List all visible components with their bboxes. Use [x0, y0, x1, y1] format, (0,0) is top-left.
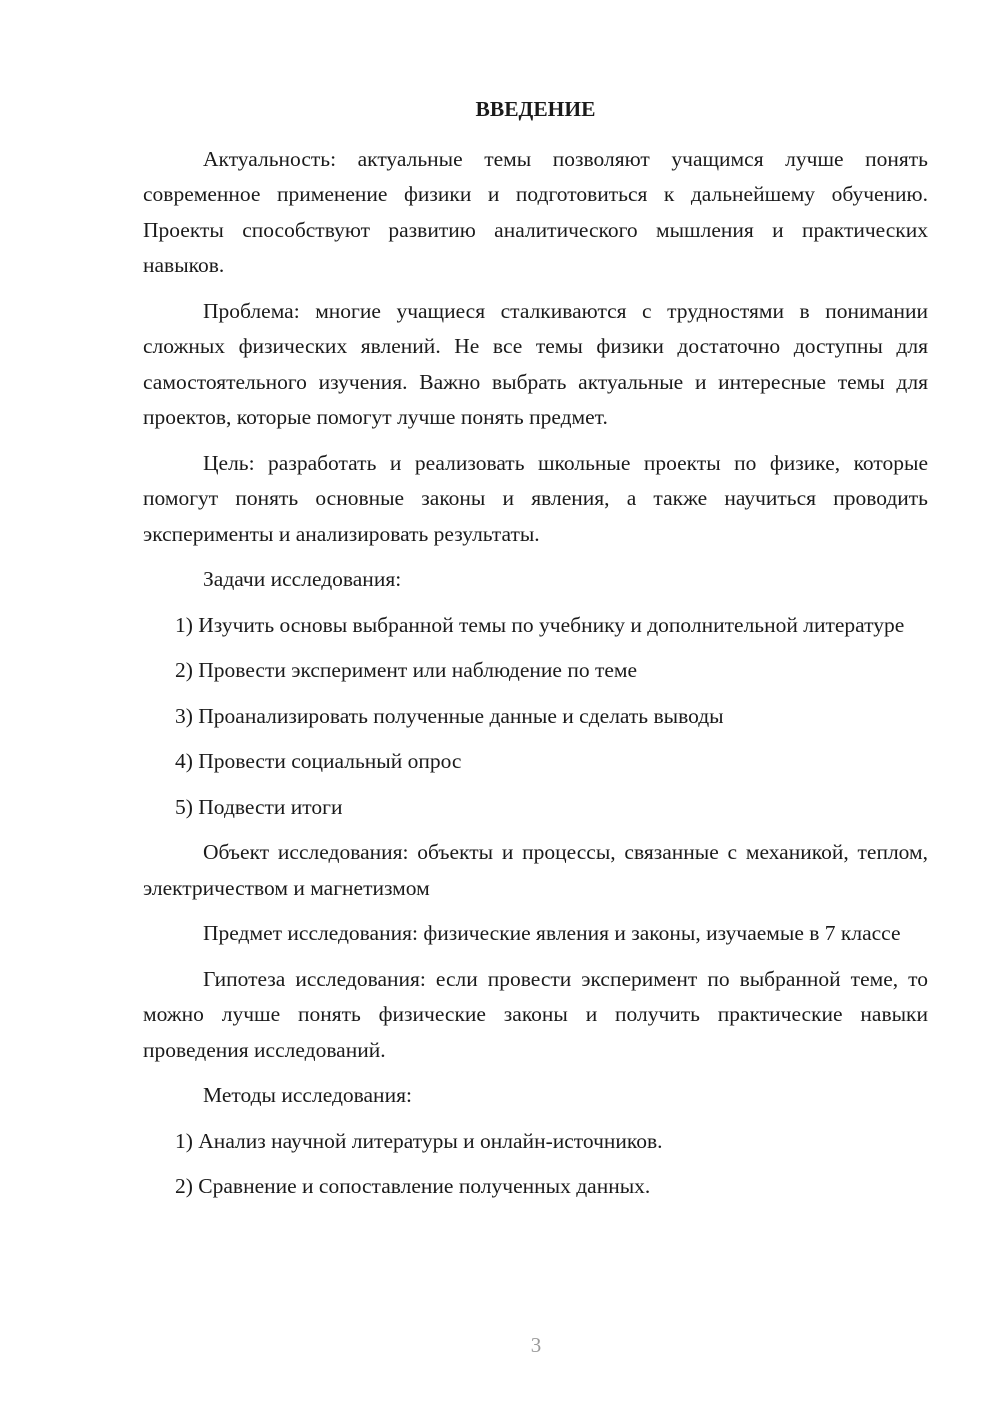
goal-paragraph: Цель: разработать и реализовать школьные проекты по физике, которые помогут понять основные законы и явления, а также научиться проводить эксперименты и анализировать результаты.: [143, 450, 928, 546]
hypothesis-paragraph: Гипотеза исследования: если провести эксперимент по выбранной теме, то можно лучше понять физические законы и получить практические навыки проведения исследований.: [143, 966, 928, 1062]
page-number: 3: [530, 1333, 542, 1357]
task-item-5: 5) Подвести итоги: [175, 794, 343, 819]
document-page: [143, 92, 928, 1215]
methods-title: Методы исследования:: [203, 1083, 412, 1107]
relevance-paragraph: Актуальность: актуальные темы позволяют учащимся лучше понять современное применение физики и подготовиться к дальнейшему обучению. Проекты способствуют развитию аналитического мышления и практических навыков.: [143, 146, 928, 277]
method-item-2: 2) Сравнение и сопоставление полученных данных.: [175, 1174, 651, 1198]
task-item-2: 2) Провести эксперимент или наблюдение по теме: [175, 658, 638, 682]
tasks-title: Задачи исследования:: [203, 567, 402, 591]
page-heading: ВВЕДЕНИЕ: [475, 97, 596, 121]
task-item-4: 4) Провести социальный опрос: [175, 749, 462, 773]
task-item-1: 1) Изучить основы выбранной темы по учебнику и дополнительной литературе: [175, 612, 905, 637]
problem-paragraph: Проблема: многие учащиеся сталкиваются с трудностями в понимании сложных физических явлений. Не все темы физики достаточно доступны для самостоятельного изучения. Важно выбрать актуальные и интересные темы для проектов, которые помогут лучше понять предмет.: [143, 298, 928, 429]
subject-paragraph: Предмет исследования: физические явления и законы, изучаемые в 7 классе: [203, 921, 901, 945]
method-item-1: 1) Анализ научной литературы и онлайн-источников.: [175, 1128, 663, 1153]
object-paragraph: Объект исследования: объекты и процессы, связанные с механикой, теплом, электричеством и магнетизмом: [143, 840, 928, 900]
task-item-3: 3) Проанализировать полученные данные и сделать выводы: [175, 703, 724, 728]
